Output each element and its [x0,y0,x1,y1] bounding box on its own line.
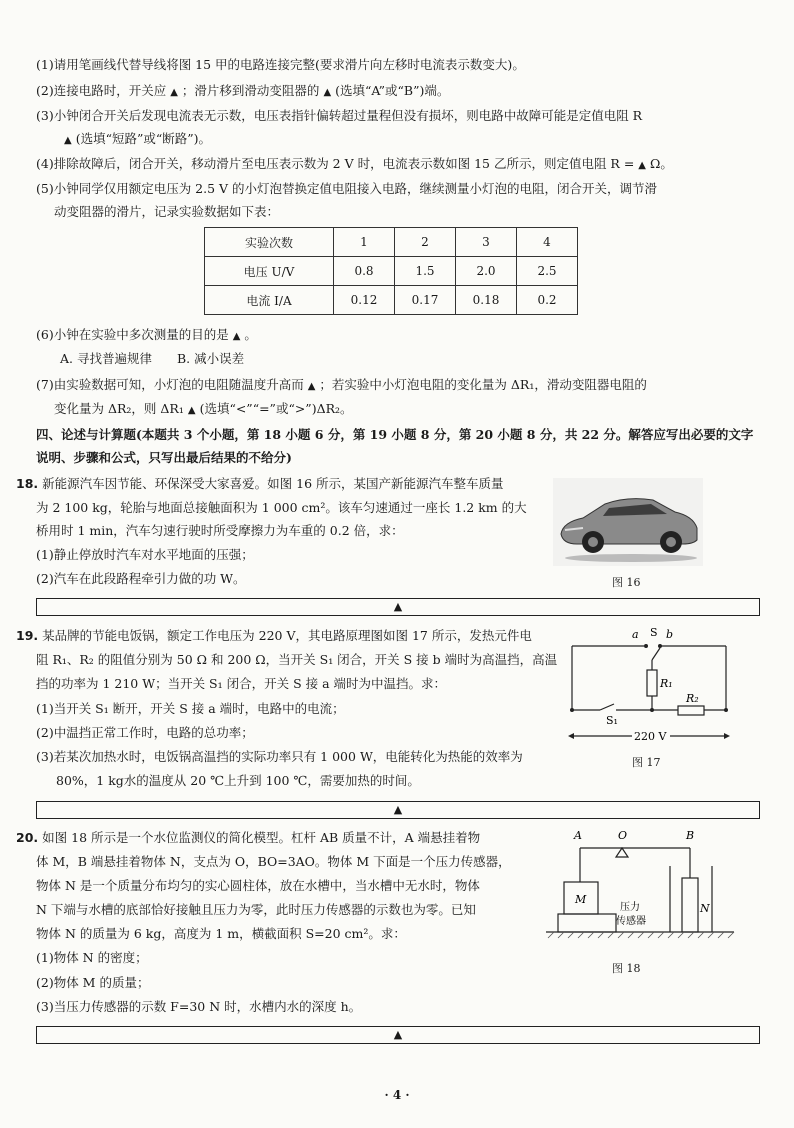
q18-part2: (2)汽车在此段路程牵引力做的功 W。 [36,571,246,586]
table-cell: 0.8 [334,257,395,286]
figure-caption: 图 16 [612,576,641,589]
q17-part5-line1: (5)小钟同学仅用额定电压为 2.5 V 的小灯泡替换定值电阻接入电路，继续测量小灯泡的电阻，闭合开关，调节滑 [36,181,658,196]
table-cell: 3 [456,228,517,257]
table-row [205,286,578,315]
table-cell: 2.0 [456,257,517,286]
table-cell: 0.2 [517,286,578,315]
table-cell: 电流 I/A [205,286,334,315]
q20-part2: (2)物体 M 的质量； [36,975,150,990]
answer-blank[interactable]: ▲ [187,405,196,416]
q20-line4: N 下端与水槽的底部恰好接触且压力为零，此时压力传感器的示数也为零。已知 [36,902,476,917]
label-O: O [618,829,628,842]
q20-part3: (3)当压力传感器的示数 F=30 N 时，水槽内水的深度 h。 [36,999,362,1014]
q17-part6-options: A. 寻找普遍规律 B. 减小误差 [60,351,245,366]
answer-area[interactable] [36,1026,760,1044]
table-cell: 2.5 [517,257,578,286]
section-heading: 四、论述与计算题(本题共 3 个小题，第 18 小题 6 分，第 19 小题 8 分，第 20 小题 8 分，共 22 分。解答应写出必要的文字 [36,427,754,442]
table-cell: 2 [395,228,456,257]
data-table [204,227,578,315]
answer-area[interactable] [36,598,760,616]
car-image [553,478,703,566]
q17-part1: (1)请用笔画线代替导线将图 15 甲的电路连接完整(要求滑片向左移时电流表示数变大)。 [36,57,525,72]
q20-line5: 物体 N 的质量为 6 kg，高度为 1 m，横截面积 S=20 cm²。求： [36,926,406,941]
q19-part1: (1)当开关 S₁ 断开，开关 S 接 a 端时，电路中的电流； [36,701,345,716]
answer-area[interactable] [36,801,760,819]
q18-part1: (1)静止停放时汽车对水平地面的压强； [36,547,254,562]
label-r1: R₁ [660,677,673,690]
q17-part7-line2: 变化量为 ΔR₂，则 ΔR₁ ▲ (选填“<”“=”或“>”)ΔR₂。 [54,400,353,420]
table-cell: 0.17 [395,286,456,315]
q17-part7-line1: (7)由实验数据可知，小灯泡的电阻随温度升高而 ▲ ；若实验中小灯泡电阻的变化量为 ΔR₁，滑动变阻器电阻的 [36,376,647,396]
table-cell: 电压 U/V [205,257,334,286]
q17-part4: (4)排除故障后，闭合开关，移动滑片至电压表示数为 2 V 时，电流表示数如图 15 乙所示，则定值电阻 R = ▲ Ω。 [36,155,673,175]
answer-marker: ▲ [393,600,403,613]
label-s1: S₁ [606,714,618,727]
q20-line3: 物体 N 是一个质量分布均匀的实心圆柱体，放在水槽中，当水槽中无水时，物体 [36,878,480,893]
circuit-diagram [566,624,732,748]
q19-part3-line2: 80%，1 kg水的温度从 20 ℃上升到 100 ℃，需要加热的时间。 [56,773,420,788]
answer-blank[interactable]: ▲ [170,87,178,98]
q20-part1: (1)物体 N 的密度； [36,950,148,965]
page-number: · 4 · [384,1088,410,1102]
q17-part2: (2)连接电路时，开关应 ▲ ；滑片移到滑动变阻器的 ▲ (选填“A”或“B”)端。 [36,82,449,102]
label-B: B [686,829,695,842]
q17-part5-line2: 动变阻器的滑片，记录实验数据如下表： [54,204,280,219]
answer-blank[interactable]: ▲ [323,87,332,98]
q18-line3: 桥用时 1 min，汽车匀速行驶时所受摩擦力为车重的 0.2 倍，求： [36,523,404,538]
table-cell: 1.5 [395,257,456,286]
label-N: N [700,902,710,915]
q18-line1: 18. 新能源汽车因节能、环保深受大家喜爱。如图 16 所示，某国产新能源汽车整车质量 [16,476,504,491]
label-r2: R₂ [686,692,699,705]
q19-line3: 挡的功率为 1 210 W；当开关 S₁ 闭合，开关 S 接 a 端时为中温挡。求： [36,676,447,691]
q19-line2: 阻 R₁、R₂ 的阻值分别为 50 Ω 和 200 Ω，当开关 S₁ 闭合，开关 S 接 b 端时为高温挡，高温 [36,652,558,667]
q20-line2: 体 M，B 端悬挂着物体 N，支点为 O，BO=3AO。物体 M 下面是一个压力传感器， [36,854,511,869]
q20-line1: 20. 如图 18 所示是一个水位监测仪的简化模型。杠杆 AB 质量不计，A 端悬挂着物 [16,830,481,845]
answer-marker: ▲ [393,1028,403,1041]
table-cell: 1 [334,228,395,257]
q18-line2: 为 2 100 kg，轮胎与地面总接触面积为 1 000 cm²。该车匀速通过一座长 1.2 km 的大 [36,500,527,515]
table-row [205,257,578,286]
lever-diagram [540,826,740,956]
answer-blank[interactable]: ▲ [64,135,72,146]
sensor-label: 压力 [620,902,640,913]
q19-line1: 19. 某品牌的节能电饭锅，额定工作电压为 220 V，其电路原理图如图 17 所示，发热元件电 [16,628,532,643]
q19-part2: (2)中温挡正常工作时，电路的总功率； [36,725,254,740]
label-a: a [632,628,639,641]
answer-blank[interactable]: ▲ [307,381,316,392]
table-cell: 0.12 [334,286,395,315]
label-b: b [666,628,674,641]
q17-part6: (6)小钟在实验中多次测量的目的是 ▲ 。 [36,326,257,346]
q17-part3-line2: ▲ (选填“短路”或“断路”)。 [60,130,211,150]
table-cell: 0.18 [456,286,517,315]
table-row [205,228,578,257]
label-M: M [575,893,587,906]
answer-blank[interactable]: ▲ [232,331,241,342]
q17-part3-line1: (3)小钟闭合开关后发现电流表无示数，电压表指针偏转超过量程但没有损坏，则电路中故障可能是定值电阻 R [36,108,643,123]
label-A: A [574,829,582,842]
label-voltage: 220 V [634,730,667,743]
table-cell: 4 [517,228,578,257]
sensor-label: 传感器 [616,916,646,927]
answer-blank[interactable]: ▲ [638,160,646,171]
table-cell: 实验次数 [205,228,334,257]
label-s: S [650,626,658,639]
section-heading-cont: 说明、步骤和公式，只写出最后结果的不给分) [36,450,292,465]
figure-caption: 图 17 [632,756,661,769]
figure-caption: 图 18 [612,962,641,975]
answer-marker: ▲ [393,803,403,816]
q19-part3-line1: (3)若某次加热水时，电饭锅高温挡的实际功率只有 1 000 W，电能转化为热能的效率为 [36,749,523,764]
